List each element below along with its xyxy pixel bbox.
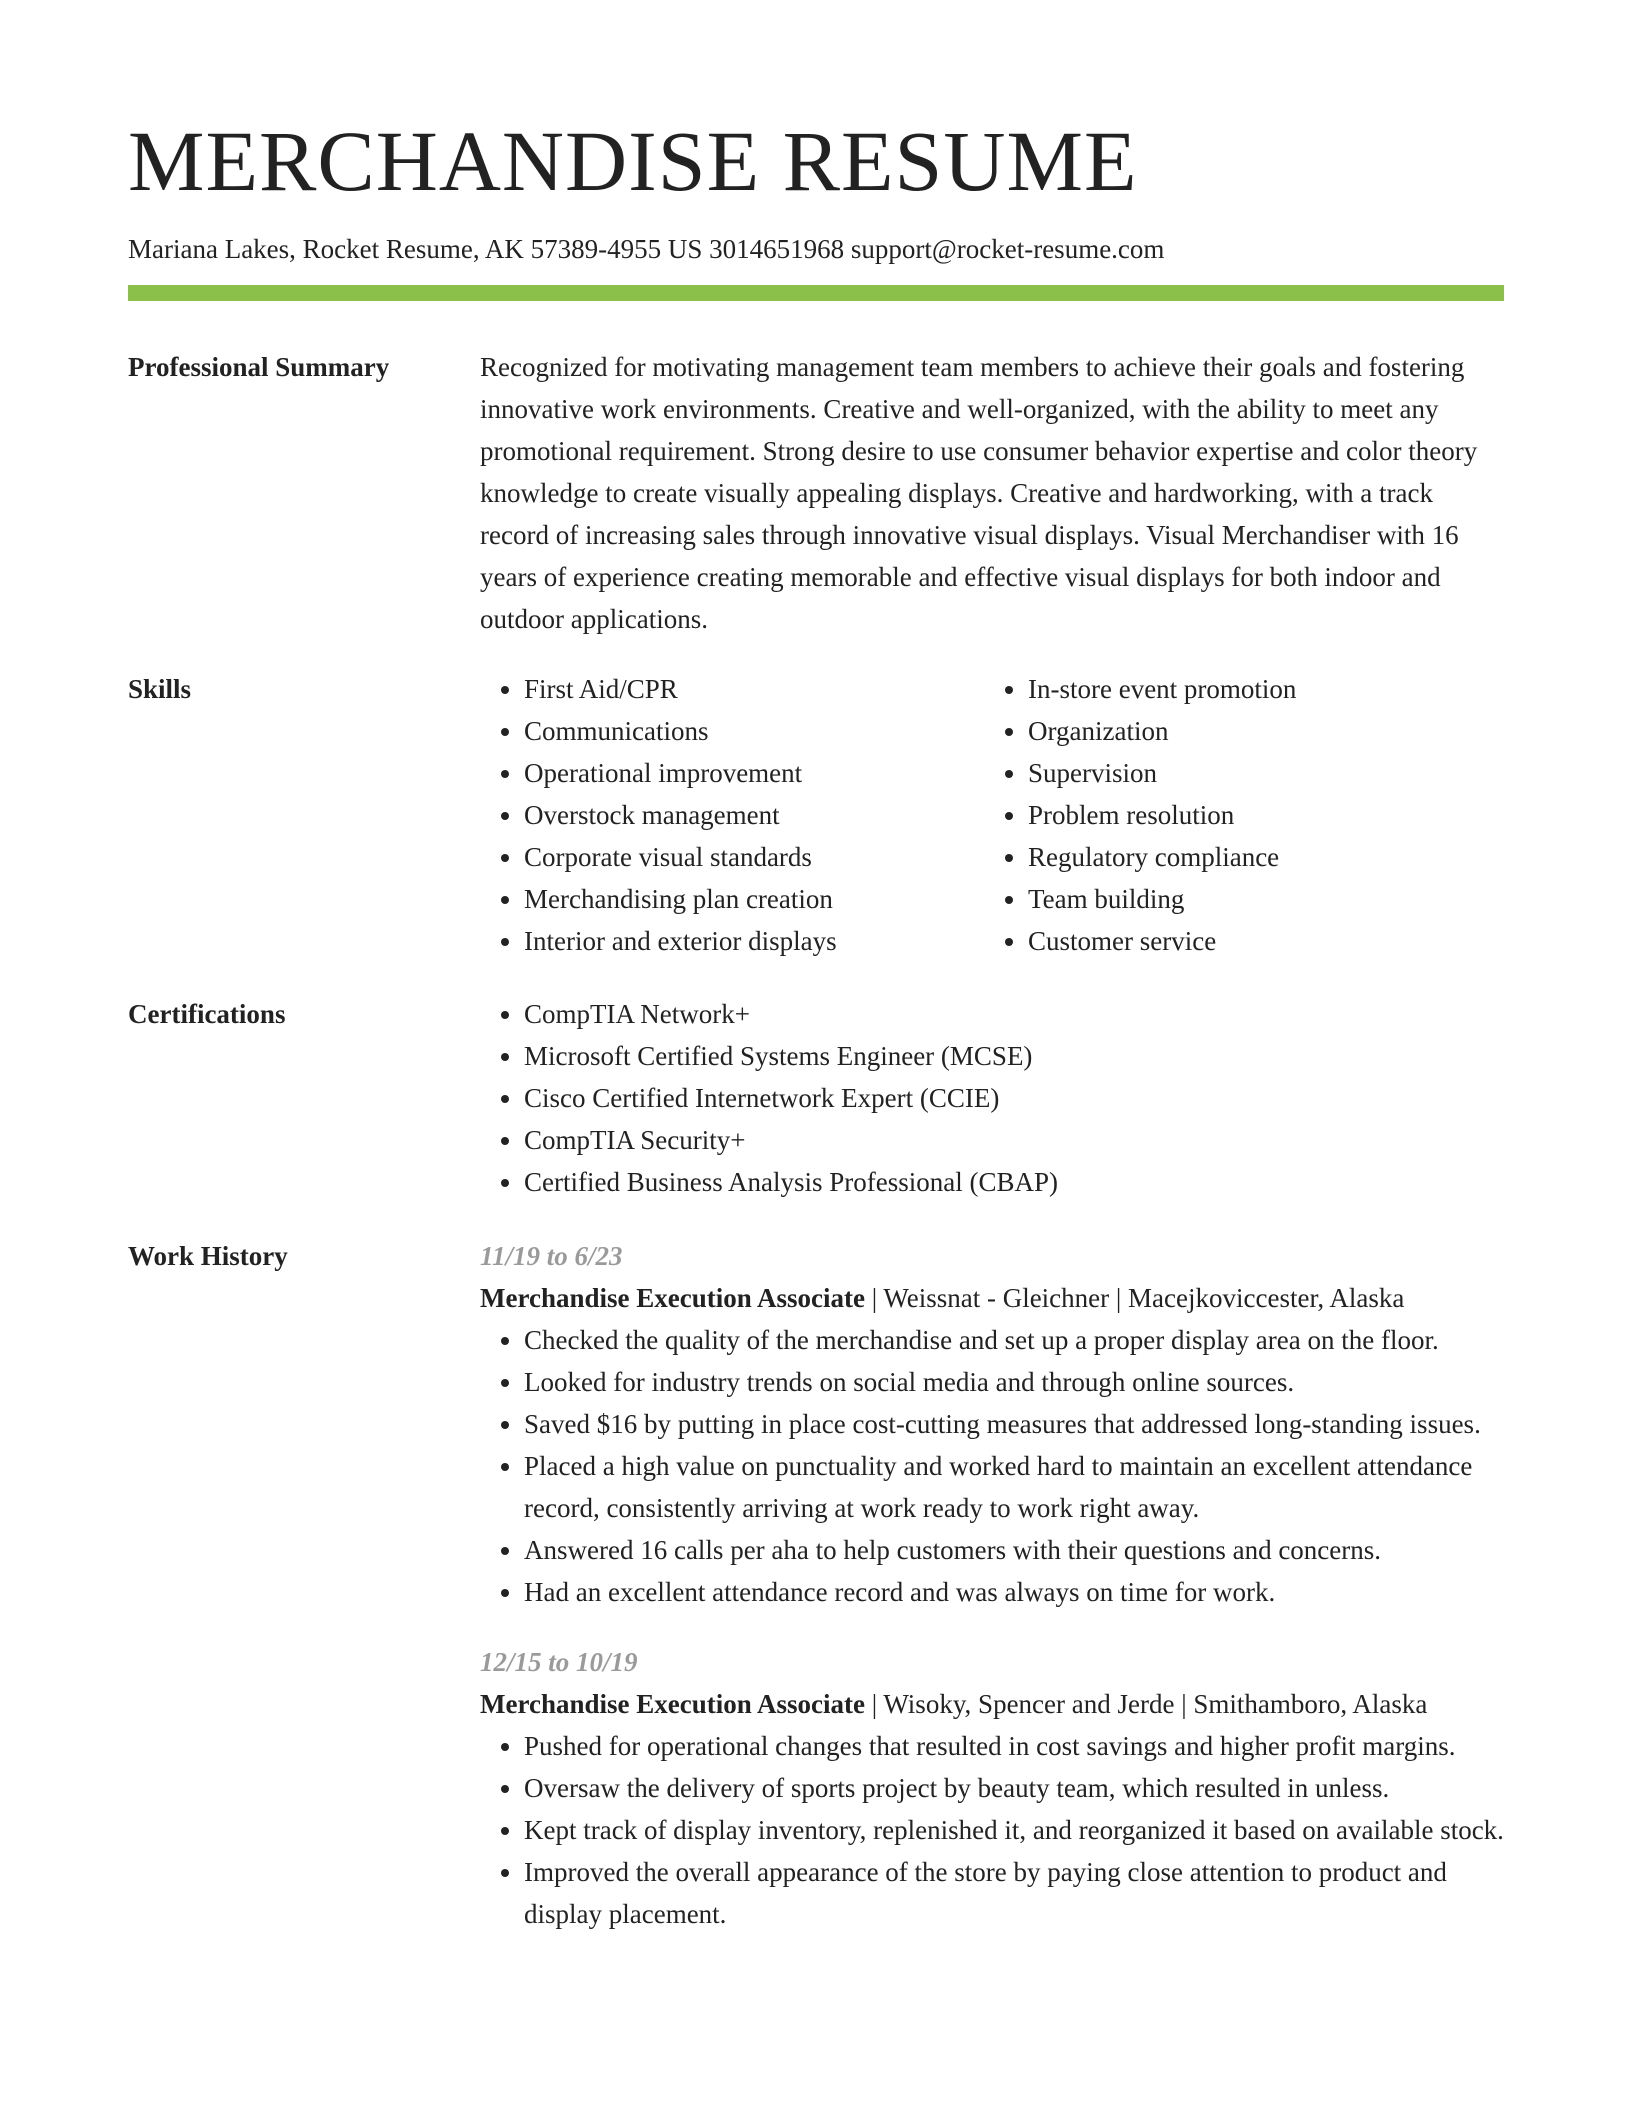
work-history-label: Work History [128,1241,288,1271]
job-title: Merchandise Execution Associate [480,1283,865,1313]
contact-line: Mariana Lakes, Rocket Resume, AK 57389-4955 US 3014651968 support@rocket-resume.com [128,234,1165,264]
skill-item: • Corporate visual standards [524,836,984,878]
job-bullets [480,1725,1504,1935]
skills-label: Skills [128,674,192,704]
job-entry [480,1641,1504,1935]
summary-label: Professional Summary [128,352,390,382]
summary-text: Recognized for motivating management team members to achieve their goals and fostering innovative work environments. Creative and well-organized, with the ability to meet any promotional requirement. Strong desire to use consumer behavior expertise and color theory knowledge to create visually appealing displays. Creative and hardworking, with a track record of increasing sales through innovative visual displays. Visual Merchandiser with 16 years of experience creating memorable and effective visual displays for both indoor and outdoor applications. [480,352,1478,634]
certification-item: • CompTIA Network+ [524,993,1504,1035]
certifications-body [480,993,1504,1203]
certification-item: • Certified Business Analysis Professional (CBAP) [524,1161,1504,1203]
certification-item: • CompTIA Security+ [524,1119,1504,1161]
job-details: | Weissnat - Gleichner | Macejkoviccester, Alaska [864,1283,1405,1313]
skill-item: • Merchandising plan creation [524,878,984,920]
job-bullet: • Looked for industry trends on social media and through online sources. [524,1361,1504,1403]
job-dates: 11/19 to 6/23 [480,1241,623,1271]
skill-item: • Overstock management [524,794,984,836]
skill-item: • Customer service [1028,920,1488,962]
skills-list-left [480,668,984,962]
skill-item: • Operational improvement [524,752,984,794]
skill-item: • Organization [1028,710,1488,752]
job-details: | Wisoky, Spencer and Jerde | Smithamboro, Alaska [864,1689,1428,1719]
certifications-label: Certifications [128,999,286,1029]
skill-item: • Interior and exterior displays [524,920,984,962]
job-bullet: • Had an excellent attendance record and was always on time for work. [524,1571,1504,1613]
skill-item: • Team building [1028,878,1488,920]
job-bullet: • Checked the quality of the merchandise and set up a proper display area on the floor. [524,1319,1504,1361]
skills-body [480,668,1504,962]
job-bullet: • Saved $16 by putting in place cost-cutting measures that addressed long-standing issues. [524,1403,1504,1445]
summary-body [480,346,1504,640]
skill-item: • In-store event promotion [1028,668,1488,710]
job-bullet: • Placed a high value on punctuality and worked hard to maintain an excellent attendance record, consistently arriving at work ready to work right away. [524,1445,1504,1529]
job-bullet: • Answered 16 calls per aha to help customers with their questions and concerns. [524,1529,1504,1571]
skill-item: • Problem resolution [1028,794,1488,836]
work-history-body [480,1235,1504,1935]
skill-item: • Supervision [1028,752,1488,794]
job-title: Merchandise Execution Associate [480,1689,865,1719]
job-bullet: • Oversaw the delivery of sports project by beauty team, which resulted in unless. [524,1767,1504,1809]
job-dates: 12/15 to 10/19 [480,1647,638,1677]
job-entry [480,1235,1504,1613]
accent-divider [128,285,1504,301]
job-bullet: • Kept track of display inventory, replenished it, and reorganized it based on available stock. [524,1809,1504,1851]
job-heading [480,1277,1504,1319]
skill-item: • Regulatory compliance [1028,836,1488,878]
skills-list-right [984,668,1488,962]
certification-item: • Cisco Certified Internetwork Expert (CCIE) [524,1077,1504,1119]
certifications-list [480,993,1504,1203]
job-bullet: • Pushed for operational changes that resulted in cost savings and higher profit margins. [524,1725,1504,1767]
skill-item: • Communications [524,710,984,752]
resume-title: MERCHANDISE RESUME [128,113,1138,209]
job-heading [480,1683,1504,1725]
job-bullets [480,1319,1504,1613]
certification-item: • Microsoft Certified Systems Engineer (MCSE) [524,1035,1504,1077]
job-bullet: • Improved the overall appearance of the store by paying close attention to product and display placement. [524,1851,1504,1935]
skill-item: • First Aid/CPR [524,668,984,710]
